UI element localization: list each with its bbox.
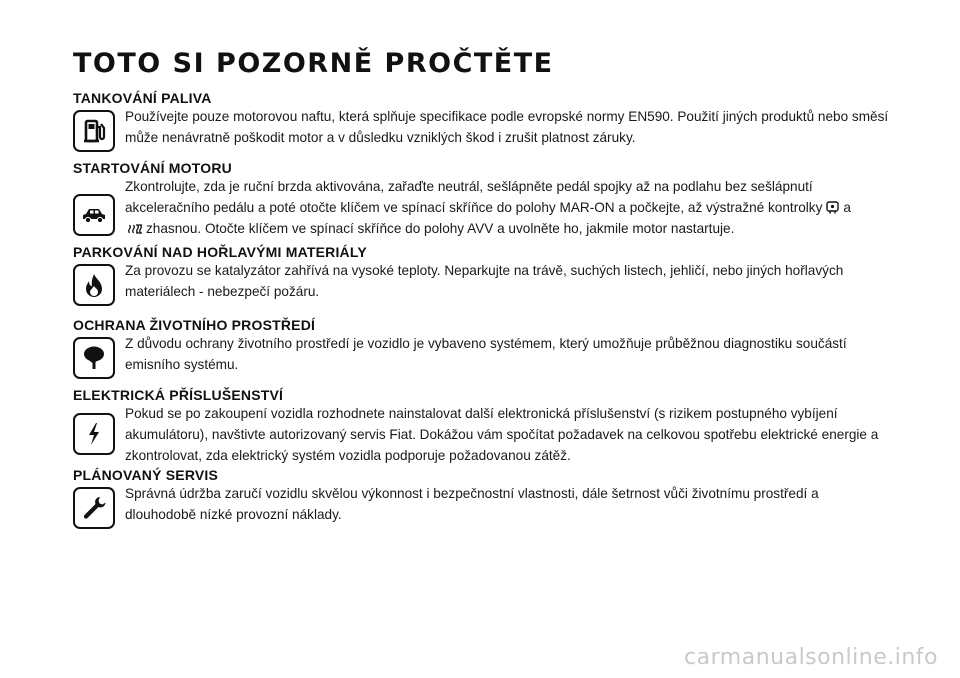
section-start xyxy=(73,160,893,239)
section-text xyxy=(125,176,890,239)
lightning-icon xyxy=(73,413,115,455)
flame-icon xyxy=(73,264,115,306)
section-text-part: a xyxy=(843,200,851,215)
glow-plug-icon xyxy=(128,220,143,233)
section-heading: PLÁNOVANÝ SERVIS xyxy=(73,467,219,483)
section-heading: STARTOVÁNÍ MOTORU xyxy=(73,160,232,176)
section-parking xyxy=(73,244,893,306)
section-text-part: Zkontrolujte, zda je ruční brzda aktivována, zařaďte neutrál, sešlápněte pedál spojky až na podlahu bez sešlápnutí akceleračního pedálu a poté otočte klíčem ve spínací skříňce do polohy MAR-ON a počkejte, až výstražné kontrolky xyxy=(125,179,823,215)
section-text: Za provozu se katalyzátor zahřívá na vysoké teploty. Neparkujte na trávě, suchých listech, jehličí, nebo jiných hořlavých materiálech - nebezpečí požáru. xyxy=(125,263,844,299)
warning-light-icon xyxy=(825,199,840,212)
section-service xyxy=(73,467,893,529)
section-environment xyxy=(73,317,893,379)
car-icon xyxy=(73,194,115,236)
page-title: TOTO SI POZORNĚ PROČTĚTE xyxy=(73,48,554,79)
section-text: Správná údržba zaručí vozidlu skvělou výkonnost i bezpečnostní vlastnosti, dále šetrnost vůči životnímu prostředí a dlouhodobě nízké provozní náklady. xyxy=(125,486,819,522)
section-heading: PARKOVÁNÍ NAD HOŘLAVÝMI MATERIÁLY xyxy=(73,244,367,260)
section-text: Pokud se po zakoupení vozidla rozhodnete nainstalovat další elektronická příslušenství (s rizikem postupného vybíjení akumulátoru), navštivte autorizovaný servis Fiat. Dokážou vám spočítat požadavek na celkovou spotřebu elektrické energie a zkontrolovat, zda elektrický systém vozidla podporuje požadovanou zátěž. xyxy=(125,406,879,463)
section-electrical xyxy=(73,387,893,466)
section-fuel xyxy=(73,90,893,152)
section-heading: TANKOVÁNÍ PALIVA xyxy=(73,90,212,106)
fuel-pump-icon xyxy=(73,110,115,152)
section-heading: ELEKTRICKÁ PŘÍSLUŠENSTVÍ xyxy=(73,387,284,403)
tree-icon xyxy=(73,337,115,379)
section-text: Z důvodu ochrany životního prostředí je vozidlo je vybaveno systémem, který umožňuje průběžnou diagnostiku součástí emisního systému. xyxy=(125,336,847,372)
section-text-part: zhasnou. Otočte klíčem ve spínací skříňce do polohy AVV a uvolněte ho, jakmile motor nastartuje. xyxy=(146,221,735,236)
wrench-icon xyxy=(73,487,115,529)
section-heading: OCHRANA ŽIVOTNÍHO PROSTŘEDÍ xyxy=(73,317,316,333)
watermark: carmanualsonline.info xyxy=(684,645,938,670)
section-text: Používejte pouze motorovou naftu, která splňuje specifikace podle evropské normy EN590. Použití jiných produktů nebo směsí může nenávratně poškodit motor a v důsledku vzniklých škod i zrušit platnost záruky. xyxy=(125,109,889,145)
